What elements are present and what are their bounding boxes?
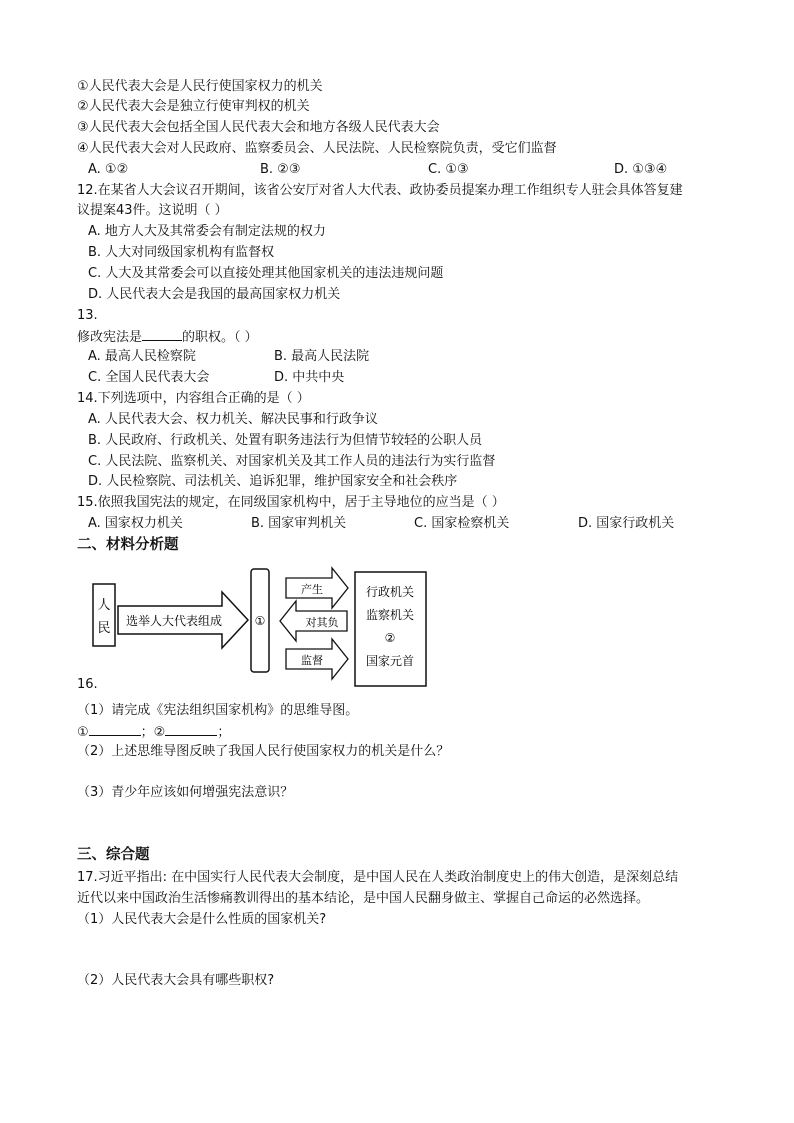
q17-stem-line1: 17.习近平指出: 在中国实行人民代表大会制度，是中国人民在人类政治制度史上的伟大创造，是深刻总结	[77, 870, 679, 885]
produce-label: 产生	[301, 583, 323, 596]
q15-stem: 15.依照我国宪法的规定，在同级国家机构中，居于主导地位的应当是（ ）	[77, 495, 505, 510]
q12-option-d: D. 人民代表大会是我国的最高国家权力机关	[88, 287, 341, 302]
q13-option-a: A. 最高人民检察院	[88, 349, 196, 364]
head-of-state-label: 国家元首	[365, 654, 415, 668]
q16-part3: （3）青少年应该如何增强宪法意识？	[77, 785, 294, 800]
q16-number: 16.	[77, 677, 98, 692]
q17-stem-line2: 近代以来中国政治生活惨痛教训得出的基本结论，是中国人民翻身做主、掌握自己命运的必然选择。	[77, 891, 650, 906]
elect-arrow-label: 选举人大代表组成	[125, 614, 223, 628]
responsible-label: 对其负	[305, 616, 339, 629]
q14-option-a: A. 人民代表大会、权力机关、解决民事和行政争议	[88, 412, 378, 427]
q14-option-c: C. 人民法院、监察机关、对国家机关及其工作人员的违法行为实行监督	[88, 454, 496, 469]
q12-stem-line1: 12.在某省人大会议召开期间，该省公安厅对省人大代表、政协委员提案办理工作组织专人驻会具体答复建	[77, 183, 683, 198]
q16-blank2-line[interactable]	[165, 722, 217, 736]
supervise-label: 监督	[301, 654, 323, 667]
blank-2-label: ②	[384, 631, 396, 645]
mind-map-diagram	[90, 564, 430, 688]
q15-option-b: B. 国家审判机关	[251, 516, 347, 531]
people-box	[93, 584, 115, 646]
blank-box-1-label: ①	[254, 614, 266, 628]
q11-option-a: A. ①②	[88, 162, 129, 177]
q13-stem	[77, 327, 258, 347]
q16-end: ；	[217, 725, 231, 740]
q16-blank2-label: ②	[153, 725, 166, 740]
q12-option-b: B. 人大对同级国家机构有监督权	[88, 245, 275, 260]
q16-blank1-line[interactable]	[89, 722, 141, 736]
q13-blank	[142, 327, 182, 341]
q12-stem-line2: 议提案43件。这说明（ ）	[77, 203, 228, 218]
q17-part1: （1）人民代表大会是什么性质的国家机关?	[77, 912, 327, 927]
q13-stem-pre: 修改宪法是	[77, 330, 143, 345]
q11-option-b: B. ②③	[260, 162, 301, 177]
people-label-2: 民	[97, 621, 111, 636]
q13-option-b: B. 最高人民法院	[274, 349, 370, 364]
supervisory-organ-label: 监察机关	[365, 608, 415, 622]
q16-separator: ；	[140, 725, 154, 740]
q14-option-b: B. 人民政府、行政机关、处置有职务违法行为但情节较轻的公职人员	[88, 433, 483, 448]
q11-statement-4: ④人民代表大会对人民政府、监察委员会、人民法院、人民检察院负责，受它们监督	[77, 141, 557, 156]
q11-statement-2: ②人民代表大会是独立行使审判权的机关	[77, 99, 310, 114]
administrative-organ-label: 行政机关	[365, 585, 415, 599]
q14-option-d: D. 人民检察院、司法机关、追诉犯罪，维护国家安全和社会秩序	[88, 474, 458, 489]
q15-option-c: C. 国家检察机关	[414, 516, 510, 531]
people-label-1: 人	[97, 598, 111, 613]
q16-blanks	[77, 722, 230, 742]
q16-blank1-label: ①	[77, 725, 89, 740]
q12-option-a: A. 地方人大及其常委会有制定法规的权力	[88, 224, 326, 239]
q11-statement-3: ③人民代表大会包括全国人民代表大会和地方各级人民代表大会	[77, 120, 440, 135]
q14-stem: 14.下列选项中，内容组合正确的是（ ）	[77, 391, 310, 406]
section-title-comprehensive: 三、综合题	[77, 847, 150, 863]
q13-stem-post: 的职权。（ ）	[182, 330, 258, 345]
q11-option-c: C. ①③	[428, 162, 469, 177]
q16-part1: （1）请完成《宪法组织国家机构》的思维导图。	[77, 703, 359, 718]
q13-number: 13.	[77, 308, 98, 323]
section-title-material-analysis: 二、材料分析题	[77, 537, 179, 553]
q17-part2: （2）人民代表大会具有哪些职权?	[77, 973, 275, 988]
q11-option-d: D. ①③④	[614, 162, 668, 177]
q15-option-a: A. 国家权力机关	[88, 516, 183, 531]
q16-part2: （2）上述思维导图反映了我国人民行使国家权力的机关是什么？	[77, 744, 450, 759]
q15-option-d: D. 国家行政机关	[578, 516, 675, 531]
q12-option-c: C. 人大及其常委会可以直接处理其他国家机关的违法违规问题	[88, 266, 444, 281]
q11-statement-1: ①人民代表大会是人民行使国家权力的机关	[77, 79, 323, 94]
q13-option-d: D. 中共中央	[274, 370, 345, 385]
q13-option-c: C. 全国人民代表大会	[88, 370, 210, 385]
